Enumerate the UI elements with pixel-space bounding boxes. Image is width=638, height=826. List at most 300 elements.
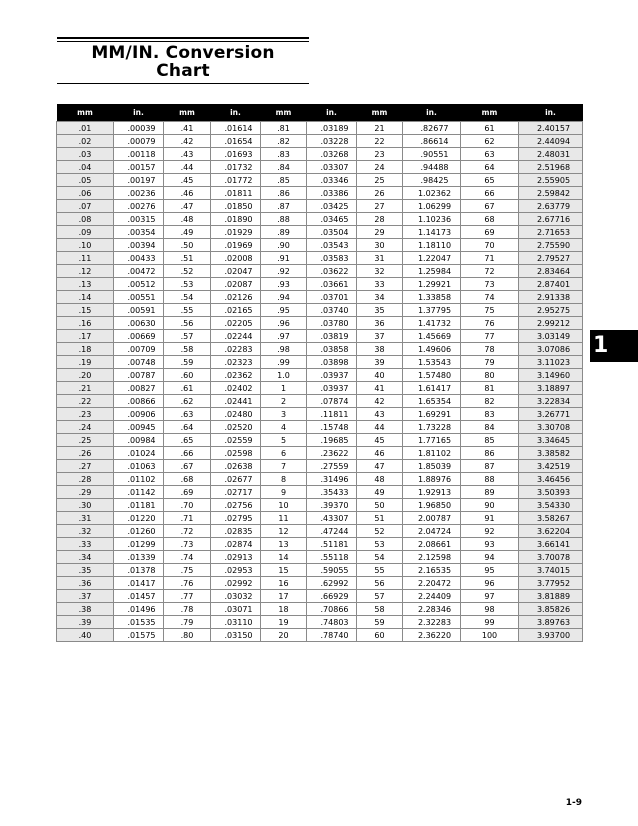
cell-inches: .86614 bbox=[403, 135, 461, 148]
cell-inches: .03937 bbox=[307, 369, 357, 382]
cell-inches: .03701 bbox=[307, 291, 357, 304]
table-row bbox=[57, 200, 583, 213]
cell-mm: .79 bbox=[164, 616, 211, 629]
cell-mm: .11 bbox=[57, 252, 114, 265]
cell-inches: .01693 bbox=[211, 148, 261, 161]
cell-inches: .03898 bbox=[307, 356, 357, 369]
cell-inches: 1.37795 bbox=[403, 304, 461, 317]
cell-inches: 2.55905 bbox=[519, 174, 583, 187]
conversion-table bbox=[56, 104, 583, 642]
cell-inches: .00276 bbox=[114, 200, 164, 213]
cell-inches: .01378 bbox=[114, 564, 164, 577]
table-row bbox=[57, 187, 583, 200]
cell-mm: 15 bbox=[261, 564, 307, 577]
cell-inches: .03071 bbox=[211, 603, 261, 616]
cell-inches: .03622 bbox=[307, 265, 357, 278]
cell-inches: 3.26771 bbox=[519, 408, 583, 421]
cell-mm: .69 bbox=[164, 486, 211, 499]
cell-mm: 24 bbox=[357, 161, 403, 174]
cell-mm: .92 bbox=[261, 265, 307, 278]
cell-mm: 39 bbox=[357, 356, 403, 369]
cell-mm: 69 bbox=[461, 226, 519, 239]
header-in: in. bbox=[403, 104, 461, 122]
cell-mm: 67 bbox=[461, 200, 519, 213]
cell-inches: .01654 bbox=[211, 135, 261, 148]
cell-mm: .67 bbox=[164, 460, 211, 473]
cell-inches: 1.41732 bbox=[403, 317, 461, 330]
cell-mm: .87 bbox=[261, 200, 307, 213]
cell-mm: 30 bbox=[357, 239, 403, 252]
cell-inches: .00079 bbox=[114, 135, 164, 148]
cell-inches: 2.87401 bbox=[519, 278, 583, 291]
cell-inches: .02087 bbox=[211, 278, 261, 291]
cell-inches: 2.99212 bbox=[519, 317, 583, 330]
cell-mm: 96 bbox=[461, 577, 519, 590]
header-in: in. bbox=[114, 104, 164, 122]
cell-inches: .00591 bbox=[114, 304, 164, 317]
cell-inches: .01457 bbox=[114, 590, 164, 603]
cell-mm: .97 bbox=[261, 330, 307, 343]
table-row bbox=[57, 525, 583, 538]
cell-mm: .99 bbox=[261, 356, 307, 369]
cell-mm: .63 bbox=[164, 408, 211, 421]
cell-inches: 2.28346 bbox=[403, 603, 461, 616]
cell-mm: 47 bbox=[357, 460, 403, 473]
cell-inches: .03937 bbox=[307, 382, 357, 395]
cell-inches: 3.11023 bbox=[519, 356, 583, 369]
cell-inches: .02677 bbox=[211, 473, 261, 486]
cell-mm: 34 bbox=[357, 291, 403, 304]
cell-inches: .01890 bbox=[211, 213, 261, 226]
cell-mm: .31 bbox=[57, 512, 114, 525]
cell-inches: .74803 bbox=[307, 616, 357, 629]
cell-inches: .03504 bbox=[307, 226, 357, 239]
cell-mm: .18 bbox=[57, 343, 114, 356]
cell-mm: 76 bbox=[461, 317, 519, 330]
cell-mm: 58 bbox=[357, 603, 403, 616]
cell-mm: 84 bbox=[461, 421, 519, 434]
table-row bbox=[57, 421, 583, 434]
table-row bbox=[57, 304, 583, 317]
cell-mm: .48 bbox=[164, 213, 211, 226]
table-row bbox=[57, 382, 583, 395]
cell-inches: 2.36220 bbox=[403, 629, 461, 642]
cell-mm: 55 bbox=[357, 564, 403, 577]
cell-mm: 61 bbox=[461, 122, 519, 135]
table-header-row bbox=[57, 104, 583, 122]
cell-inches: .27559 bbox=[307, 460, 357, 473]
cell-mm: 68 bbox=[461, 213, 519, 226]
cell-mm: .58 bbox=[164, 343, 211, 356]
cell-mm: .52 bbox=[164, 265, 211, 278]
cell-inches: .55118 bbox=[307, 551, 357, 564]
cell-inches: 3.77952 bbox=[519, 577, 583, 590]
cell-mm: .15 bbox=[57, 304, 114, 317]
cell-mm: 65 bbox=[461, 174, 519, 187]
cell-mm: 73 bbox=[461, 278, 519, 291]
table-row bbox=[57, 317, 583, 330]
cell-inches: 1.22047 bbox=[403, 252, 461, 265]
cell-inches: .35433 bbox=[307, 486, 357, 499]
cell-mm: .25 bbox=[57, 434, 114, 447]
cell-mm: 10 bbox=[261, 499, 307, 512]
cell-inches: .00236 bbox=[114, 187, 164, 200]
table-row bbox=[57, 148, 583, 161]
cell-mm: .09 bbox=[57, 226, 114, 239]
cell-inches: .01142 bbox=[114, 486, 164, 499]
cell-mm: 60 bbox=[357, 629, 403, 642]
cell-mm: 14 bbox=[261, 551, 307, 564]
cell-inches: 1.53543 bbox=[403, 356, 461, 369]
cell-inches: .02283 bbox=[211, 343, 261, 356]
cell-mm: .54 bbox=[164, 291, 211, 304]
cell-inches: 1.96850 bbox=[403, 499, 461, 512]
title-line-2: Chart bbox=[156, 61, 210, 81]
cell-inches: .00197 bbox=[114, 174, 164, 187]
cell-mm: .50 bbox=[164, 239, 211, 252]
cell-mm: 33 bbox=[357, 278, 403, 291]
cell-mm: 43 bbox=[357, 408, 403, 421]
cell-mm: 21 bbox=[357, 122, 403, 135]
table-row bbox=[57, 291, 583, 304]
cell-mm: .22 bbox=[57, 395, 114, 408]
cell-mm: .98 bbox=[261, 343, 307, 356]
cell-mm: .59 bbox=[164, 356, 211, 369]
cell-mm: 19 bbox=[261, 616, 307, 629]
cell-mm: .91 bbox=[261, 252, 307, 265]
cell-inches: .00906 bbox=[114, 408, 164, 421]
cell-mm: .66 bbox=[164, 447, 211, 460]
cell-inches: 1.69291 bbox=[403, 408, 461, 421]
cell-inches: .03465 bbox=[307, 213, 357, 226]
cell-mm: 52 bbox=[357, 525, 403, 538]
cell-mm: .41 bbox=[164, 122, 211, 135]
cell-inches: .11811 bbox=[307, 408, 357, 421]
cell-mm: 78 bbox=[461, 343, 519, 356]
cell-inches: 2.59842 bbox=[519, 187, 583, 200]
cell-inches: 2.95275 bbox=[519, 304, 583, 317]
cell-mm: 97 bbox=[461, 590, 519, 603]
cell-inches: 2.91338 bbox=[519, 291, 583, 304]
cell-inches: .02323 bbox=[211, 356, 261, 369]
cell-inches: .02756 bbox=[211, 499, 261, 512]
cell-inches: 3.85826 bbox=[519, 603, 583, 616]
cell-inches: .02480 bbox=[211, 408, 261, 421]
cell-inches: .01299 bbox=[114, 538, 164, 551]
table-row bbox=[57, 577, 583, 590]
cell-mm: .13 bbox=[57, 278, 114, 291]
cell-mm: .02 bbox=[57, 135, 114, 148]
cell-inches: .02126 bbox=[211, 291, 261, 304]
cell-inches: .03189 bbox=[307, 122, 357, 135]
cell-mm: 4 bbox=[261, 421, 307, 434]
cell-inches: .39370 bbox=[307, 499, 357, 512]
cell-mm: 48 bbox=[357, 473, 403, 486]
cell-inches: .01811 bbox=[211, 187, 261, 200]
cell-inches: .01063 bbox=[114, 460, 164, 473]
cell-inches: .70866 bbox=[307, 603, 357, 616]
cell-mm: 13 bbox=[261, 538, 307, 551]
cell-mm: .07 bbox=[57, 200, 114, 213]
table-row bbox=[57, 447, 583, 460]
cell-mm: 42 bbox=[357, 395, 403, 408]
cell-inches: .90551 bbox=[403, 148, 461, 161]
table-row bbox=[57, 213, 583, 226]
cell-inches: 3.18897 bbox=[519, 382, 583, 395]
cell-mm: 16 bbox=[261, 577, 307, 590]
cell-mm: 66 bbox=[461, 187, 519, 200]
table-row bbox=[57, 499, 583, 512]
cell-inches: .01772 bbox=[211, 174, 261, 187]
table-row bbox=[57, 265, 583, 278]
cell-inches: 1.49606 bbox=[403, 343, 461, 356]
cell-inches: 2.63779 bbox=[519, 200, 583, 213]
cell-inches: .00157 bbox=[114, 161, 164, 174]
cell-inches: 2.24409 bbox=[403, 590, 461, 603]
cell-mm: .90 bbox=[261, 239, 307, 252]
cell-inches: .00945 bbox=[114, 421, 164, 434]
cell-mm: .85 bbox=[261, 174, 307, 187]
cell-mm: .51 bbox=[164, 252, 211, 265]
cell-inches: .00748 bbox=[114, 356, 164, 369]
cell-inches: .01181 bbox=[114, 499, 164, 512]
cell-inches: .00787 bbox=[114, 369, 164, 382]
table-row bbox=[57, 538, 583, 551]
cell-inches: 1.85039 bbox=[403, 460, 461, 473]
cell-mm: 32 bbox=[357, 265, 403, 278]
cell-mm: .53 bbox=[164, 278, 211, 291]
table-row bbox=[57, 408, 583, 421]
cell-mm: 64 bbox=[461, 161, 519, 174]
cell-inches: 1.88976 bbox=[403, 473, 461, 486]
cell-mm: 50 bbox=[357, 499, 403, 512]
cell-mm: 53 bbox=[357, 538, 403, 551]
cell-mm: 20 bbox=[261, 629, 307, 642]
cell-inches: .15748 bbox=[307, 421, 357, 434]
cell-inches: .02047 bbox=[211, 265, 261, 278]
cell-inches: 1.61417 bbox=[403, 382, 461, 395]
cell-inches: .02441 bbox=[211, 395, 261, 408]
cell-inches: .62992 bbox=[307, 577, 357, 590]
cell-inches: .98425 bbox=[403, 174, 461, 187]
cell-inches: .03032 bbox=[211, 590, 261, 603]
cell-inches: .01575 bbox=[114, 629, 164, 642]
cell-inches: .00669 bbox=[114, 330, 164, 343]
cell-inches: .02992 bbox=[211, 577, 261, 590]
cell-mm: 44 bbox=[357, 421, 403, 434]
cell-mm: 6 bbox=[261, 447, 307, 460]
cell-inches: .03740 bbox=[307, 304, 357, 317]
table-row bbox=[57, 460, 583, 473]
cell-inches: .03110 bbox=[211, 616, 261, 629]
cell-mm: 27 bbox=[357, 200, 403, 213]
cell-inches: .00984 bbox=[114, 434, 164, 447]
cell-inches: 3.07086 bbox=[519, 343, 583, 356]
cell-mm: .06 bbox=[57, 187, 114, 200]
cell-inches: .02402 bbox=[211, 382, 261, 395]
cell-mm: 89 bbox=[461, 486, 519, 499]
cell-mm: .43 bbox=[164, 148, 211, 161]
cell-mm: 36 bbox=[357, 317, 403, 330]
cell-mm: .76 bbox=[164, 577, 211, 590]
cell-mm: .61 bbox=[164, 382, 211, 395]
cell-mm: 70 bbox=[461, 239, 519, 252]
cell-mm: 49 bbox=[357, 486, 403, 499]
table-row bbox=[57, 226, 583, 239]
table-row bbox=[57, 486, 583, 499]
cell-inches: .02638 bbox=[211, 460, 261, 473]
cell-mm: .24 bbox=[57, 421, 114, 434]
cell-inches: .02244 bbox=[211, 330, 261, 343]
cell-inches: 2.67716 bbox=[519, 213, 583, 226]
cell-inches: .03268 bbox=[307, 148, 357, 161]
cell-inches: .94488 bbox=[403, 161, 461, 174]
cell-mm: 9 bbox=[261, 486, 307, 499]
page-title bbox=[57, 44, 309, 80]
cell-mm: .32 bbox=[57, 525, 114, 538]
cell-mm: 79 bbox=[461, 356, 519, 369]
cell-mm: .05 bbox=[57, 174, 114, 187]
cell-inches: 1.25984 bbox=[403, 265, 461, 278]
cell-inches: .00827 bbox=[114, 382, 164, 395]
cell-mm: 54 bbox=[357, 551, 403, 564]
cell-inches: .43307 bbox=[307, 512, 357, 525]
cell-inches: 1.18110 bbox=[403, 239, 461, 252]
cell-mm: .70 bbox=[164, 499, 211, 512]
cell-mm: .29 bbox=[57, 486, 114, 499]
cell-inches: 3.42519 bbox=[519, 460, 583, 473]
cell-mm: .14 bbox=[57, 291, 114, 304]
cell-inches: .01929 bbox=[211, 226, 261, 239]
header-in: in. bbox=[519, 104, 583, 122]
cell-mm: 74 bbox=[461, 291, 519, 304]
cell-mm: .83 bbox=[261, 148, 307, 161]
cell-inches: .03780 bbox=[307, 317, 357, 330]
cell-inches: 1.33858 bbox=[403, 291, 461, 304]
cell-mm: 38 bbox=[357, 343, 403, 356]
cell-mm: 95 bbox=[461, 564, 519, 577]
title-top-rule-thick bbox=[57, 37, 309, 39]
cell-mm: .35 bbox=[57, 564, 114, 577]
cell-mm: 25 bbox=[357, 174, 403, 187]
cell-mm: 18 bbox=[261, 603, 307, 616]
cell-inches: 2.79527 bbox=[519, 252, 583, 265]
cell-mm: 29 bbox=[357, 226, 403, 239]
cell-inches: 3.03149 bbox=[519, 330, 583, 343]
cell-inches: .23622 bbox=[307, 447, 357, 460]
cell-mm: 71 bbox=[461, 252, 519, 265]
table-body bbox=[57, 122, 583, 642]
cell-inches: .00354 bbox=[114, 226, 164, 239]
header-mm: mm bbox=[164, 104, 211, 122]
cell-mm: .88 bbox=[261, 213, 307, 226]
cell-inches: 3.93700 bbox=[519, 629, 583, 642]
cell-mm: .37 bbox=[57, 590, 114, 603]
cell-mm: .84 bbox=[261, 161, 307, 174]
cell-inches: .00315 bbox=[114, 213, 164, 226]
cell-inches: .00512 bbox=[114, 278, 164, 291]
cell-inches: 1.77165 bbox=[403, 434, 461, 447]
cell-mm: 82 bbox=[461, 395, 519, 408]
table-row bbox=[57, 551, 583, 564]
cell-inches: .01260 bbox=[114, 525, 164, 538]
cell-mm: .30 bbox=[57, 499, 114, 512]
cell-mm: .78 bbox=[164, 603, 211, 616]
table-row bbox=[57, 603, 583, 616]
cell-mm: .94 bbox=[261, 291, 307, 304]
cell-inches: 2.48031 bbox=[519, 148, 583, 161]
cell-mm: 31 bbox=[357, 252, 403, 265]
cell-inches: 3.70078 bbox=[519, 551, 583, 564]
cell-mm: 80 bbox=[461, 369, 519, 382]
cell-inches: .00630 bbox=[114, 317, 164, 330]
cell-mm: .38 bbox=[57, 603, 114, 616]
header-mm: mm bbox=[57, 104, 114, 122]
cell-inches: .02953 bbox=[211, 564, 261, 577]
cell-mm: 98 bbox=[461, 603, 519, 616]
cell-mm: .86 bbox=[261, 187, 307, 200]
cell-mm: 90 bbox=[461, 499, 519, 512]
cell-mm: 17 bbox=[261, 590, 307, 603]
cell-mm: 99 bbox=[461, 616, 519, 629]
cell-mm: 37 bbox=[357, 330, 403, 343]
cell-inches: 3.74015 bbox=[519, 564, 583, 577]
cell-mm: .42 bbox=[164, 135, 211, 148]
cell-mm: 7 bbox=[261, 460, 307, 473]
cell-inches: 2.75590 bbox=[519, 239, 583, 252]
cell-inches: .01614 bbox=[211, 122, 261, 135]
cell-mm: 12 bbox=[261, 525, 307, 538]
cell-inches: 2.00787 bbox=[403, 512, 461, 525]
cell-mm: .73 bbox=[164, 538, 211, 551]
cell-inches: 1.65354 bbox=[403, 395, 461, 408]
cell-mm: 94 bbox=[461, 551, 519, 564]
cell-inches: .03150 bbox=[211, 629, 261, 642]
cell-mm: 86 bbox=[461, 447, 519, 460]
cell-inches: 1.45669 bbox=[403, 330, 461, 343]
cell-mm: .12 bbox=[57, 265, 114, 278]
cell-mm: .08 bbox=[57, 213, 114, 226]
cell-inches: .02835 bbox=[211, 525, 261, 538]
cell-inches: 2.12598 bbox=[403, 551, 461, 564]
cell-inches: .01102 bbox=[114, 473, 164, 486]
cell-mm: 88 bbox=[461, 473, 519, 486]
table-row bbox=[57, 473, 583, 486]
chapter-tab: 1 bbox=[590, 330, 638, 362]
cell-inches: .03307 bbox=[307, 161, 357, 174]
cell-inches: .00433 bbox=[114, 252, 164, 265]
cell-inches: .00039 bbox=[114, 122, 164, 135]
cell-inches: .31496 bbox=[307, 473, 357, 486]
table-row bbox=[57, 564, 583, 577]
table-row bbox=[57, 135, 583, 148]
cell-mm: .81 bbox=[261, 122, 307, 135]
cell-inches: .02795 bbox=[211, 512, 261, 525]
cell-mm: .01 bbox=[57, 122, 114, 135]
cell-mm: 57 bbox=[357, 590, 403, 603]
cell-mm: 2 bbox=[261, 395, 307, 408]
cell-inches: .02717 bbox=[211, 486, 261, 499]
cell-inches: .01850 bbox=[211, 200, 261, 213]
cell-inches: .02874 bbox=[211, 538, 261, 551]
header-mm: mm bbox=[261, 104, 307, 122]
cell-mm: 45 bbox=[357, 434, 403, 447]
cell-mm: .28 bbox=[57, 473, 114, 486]
cell-mm: 23 bbox=[357, 148, 403, 161]
cell-mm: 28 bbox=[357, 213, 403, 226]
title-bottom-rule bbox=[57, 83, 309, 84]
cell-mm: 51 bbox=[357, 512, 403, 525]
